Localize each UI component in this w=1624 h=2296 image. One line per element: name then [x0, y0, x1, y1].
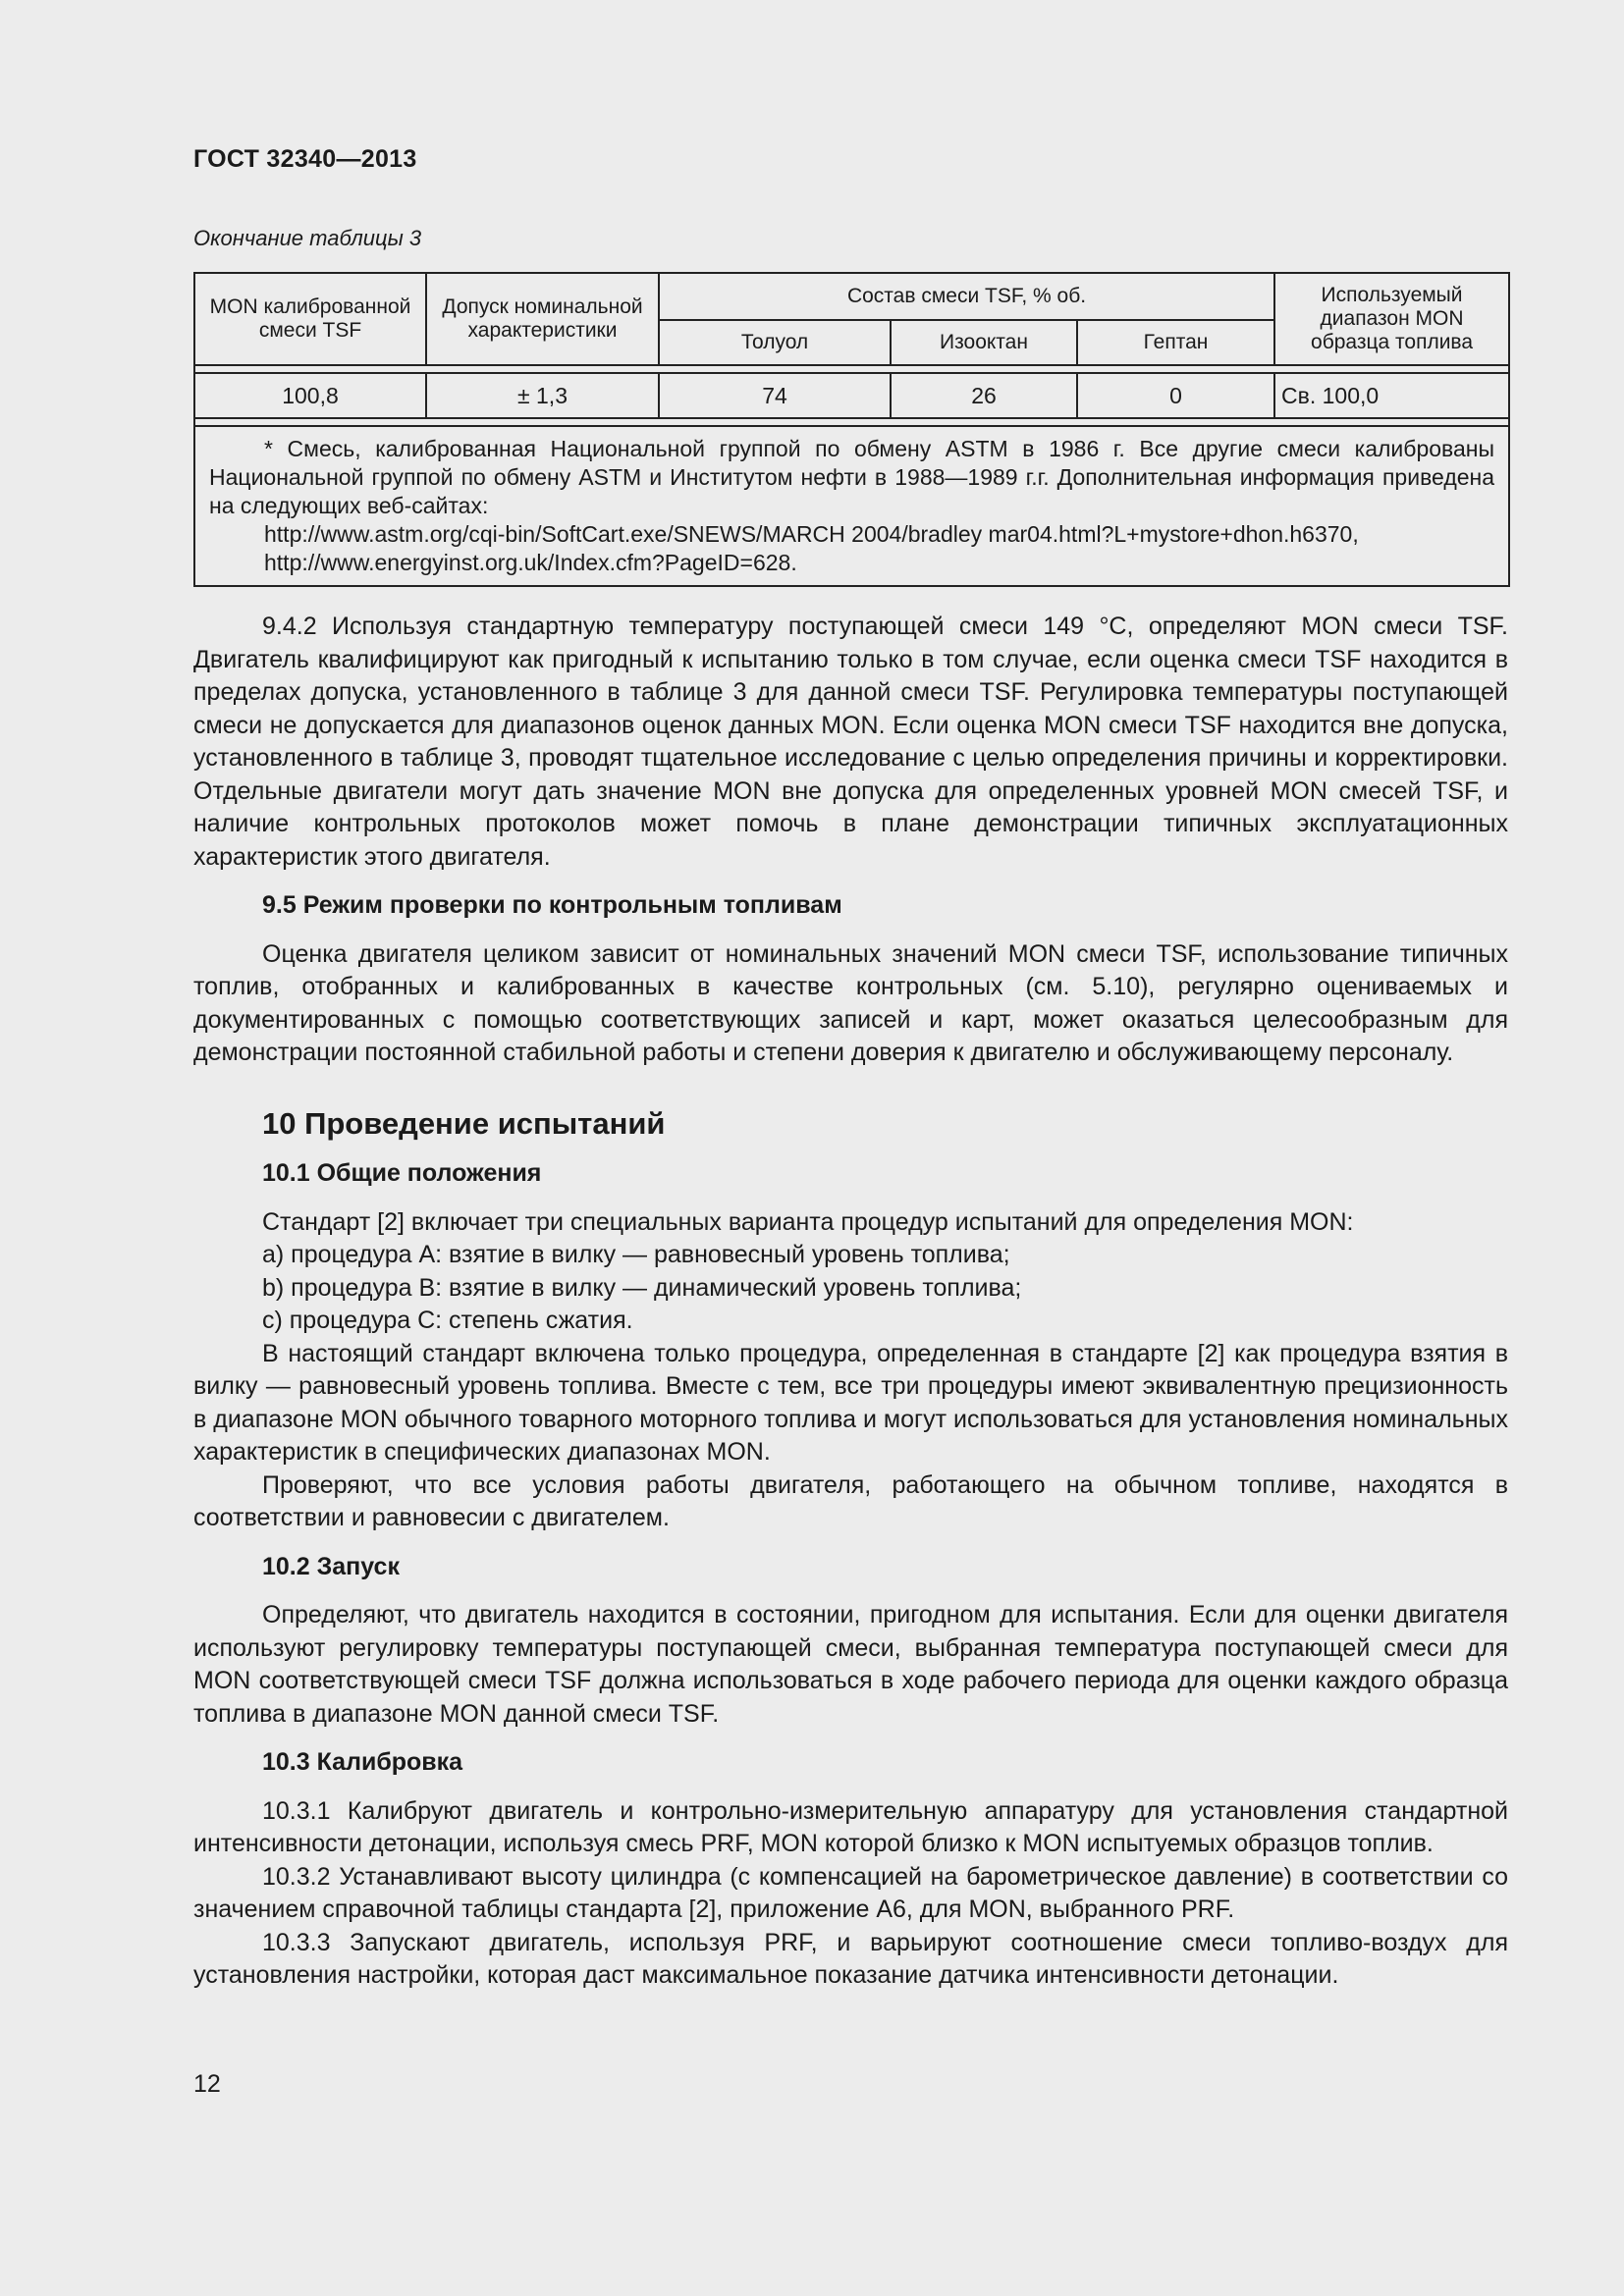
- subheader-toluene: Толуол: [659, 320, 891, 365]
- cell-heptane: 0: [1077, 373, 1274, 418]
- footnote-url-astm: http://www.astm.org/cqi-bin/SoftCart.exe/SNEWS/MARCH 2004/bradley mar04.html?L+mystore+dhon.h6370,: [264, 521, 1359, 547]
- list-item-b: b) процедура В: взятие в вилку — динамический уровень топлива;: [262, 1273, 1022, 1302]
- list-item-a: a) процедура А: взятие в вилку — равновесный уровень топлива;: [262, 1241, 1010, 1268]
- table-3: [193, 272, 1510, 587]
- footnote-text: * Смесь, калиброванная Национальной группой по обмену ASTM в 1986 г. Все другие смеси калиброваны Национальной группой по обмену ASTM и Институтом нефти в 1988—1989 г.г. Дополнительная информация приведена на следующих веб-сайтах:: [209, 436, 1495, 518]
- table-row: [194, 373, 1509, 418]
- col-header-composition: Состав смеси TSF, % об.: [659, 273, 1274, 320]
- cell-toluene: 74: [659, 373, 891, 418]
- col-header-tolerance: Допуск номинальной характеристики: [426, 273, 659, 365]
- document-header: ГОСТ 32340—2013: [193, 145, 417, 173]
- col-header-mon: MON калиброванной смеси TSF: [194, 273, 426, 365]
- heading-10-1: 10.1 Общие положения: [262, 1159, 542, 1187]
- paragraph-10-1-intro: Стандарт [2] включает три специальных варианта процедур испытаний для определения MON:: [262, 1207, 1354, 1236]
- paragraph-10-1-scope: В настоящий стандарт включена только процедура, определенная в стандарте [2] как процедура взятия в вилку — равновесный уровень топлива. Вместе с тем, все три процедуры имеют эквивалентную прецизионность в диапазоне MON обычного товарного моторного топлива и могут использоваться для установления номинальных характеристик в специфических диапазонах MON.: [193, 1339, 1508, 1466]
- paragraph-10-3-1: 10.3.1 Калибруют двигатель и контрольно-измерительную аппаратуру для установления стандартной интенсивности детонации, используя смесь PRF, MON которой близко к MON испытуемых образцов топлив.: [193, 1796, 1508, 1857]
- heading-9-5: 9.5 Режим проверки по контрольным топливам: [262, 891, 842, 919]
- subheader-isooctane: Изооктан: [891, 320, 1077, 365]
- paragraph-10-3-3: 10.3.3 Запускают двигатель, используя PRF, и варьируют соотношение смеси топливо-воздух для установления настройки, которая даст максимальное показание датчика интенсивности детонации.: [193, 1928, 1508, 1989]
- cell-mon: 100,8: [194, 373, 426, 418]
- col-header-range: Используемый диапазон MON образца топлива: [1274, 273, 1509, 365]
- document-body: [193, 611, 1508, 1993]
- table-footnote: [194, 426, 1509, 586]
- footnote-url-energyinst: http://www.energyinst.org.uk/Index.cfm?PageID=628.: [264, 550, 797, 575]
- list-item-c: c) процедура С: степень сжатия.: [262, 1307, 633, 1334]
- table-caption: Окончание таблицы 3: [193, 226, 422, 250]
- cell-range: Св. 100,0: [1274, 373, 1509, 418]
- paragraph-9-4-2: 9.4.2 Используя стандартную температуру поступающей смеси 149 °С, определяют MON смеси TSF. Двигатель квалифицируют как пригодный к испытанию только в том случае, если оценка смеси TSF находится в пределах допуска, установленного в таблице 3 для данной смеси TSF. Регулировка температуры поступающей смеси не допускается для диапазонов оценок данных MON. Если оценка MON смеси TSF находится вне допуска, установленного в таблице 3, проводят тщательное исследование с целью определения причины и корректировки. Отдельные двигатели могут дать значение MON вне допуска для определенных уровней MON смесей TSF, и наличие контрольных протоколов может помочь в плане демонстрации типичных эксплуатационных характеристик этого двигателя.: [193, 613, 1508, 871]
- cell-isooctane: 26: [891, 373, 1077, 418]
- heading-10-2: 10.2 Запуск: [262, 1552, 400, 1580]
- heading-10-3: 10.3 Калибровка: [262, 1748, 463, 1776]
- heading-10: 10 Проведение испытаний: [262, 1105, 666, 1141]
- paragraph-9-5: Оценка двигателя целиком зависит от номинальных значений MON смеси TSF, использование типичных топлив, отобранных и калиброванных в качестве контрольных (см. 5.10), регулярно оцениваемых и документированных с помощью соответствующих записей и карт, может оказаться целесообразным для демонстрации постоянной стабильной работы и степени доверия к двигателю и обслуживающему персоналу.: [193, 939, 1508, 1066]
- cell-tolerance: ± 1,3: [426, 373, 659, 418]
- page-number: 12: [193, 2070, 221, 2098]
- paragraph-10-2: Определяют, что двигатель находится в состоянии, пригодном для испытания. Если для оценки двигателя используют регулировку температуры поступающей смеси, выбранная температура поступающей смеси для MON соответствующей смеси TSF должна использоваться в ходе рабочего периода для оценки каждого образца топлива в диапазоне MON данной смеси TSF.: [193, 1601, 1508, 1728]
- subheader-heptane: Гептан: [1077, 320, 1274, 365]
- paragraph-10-3-2: 10.3.2 Устанавливают высоту цилиндра (с компенсацией на барометрическое давление) в соответствии со значением справочной таблицы стандарта [2], приложение А6, для MON, выбранного PRF.: [193, 1862, 1508, 1923]
- paragraph-10-1-check: Проверяют, что все условия работы двигателя, работающего на обычном топливе, находятся в соответствии и равновесии с двигателем.: [193, 1470, 1508, 1531]
